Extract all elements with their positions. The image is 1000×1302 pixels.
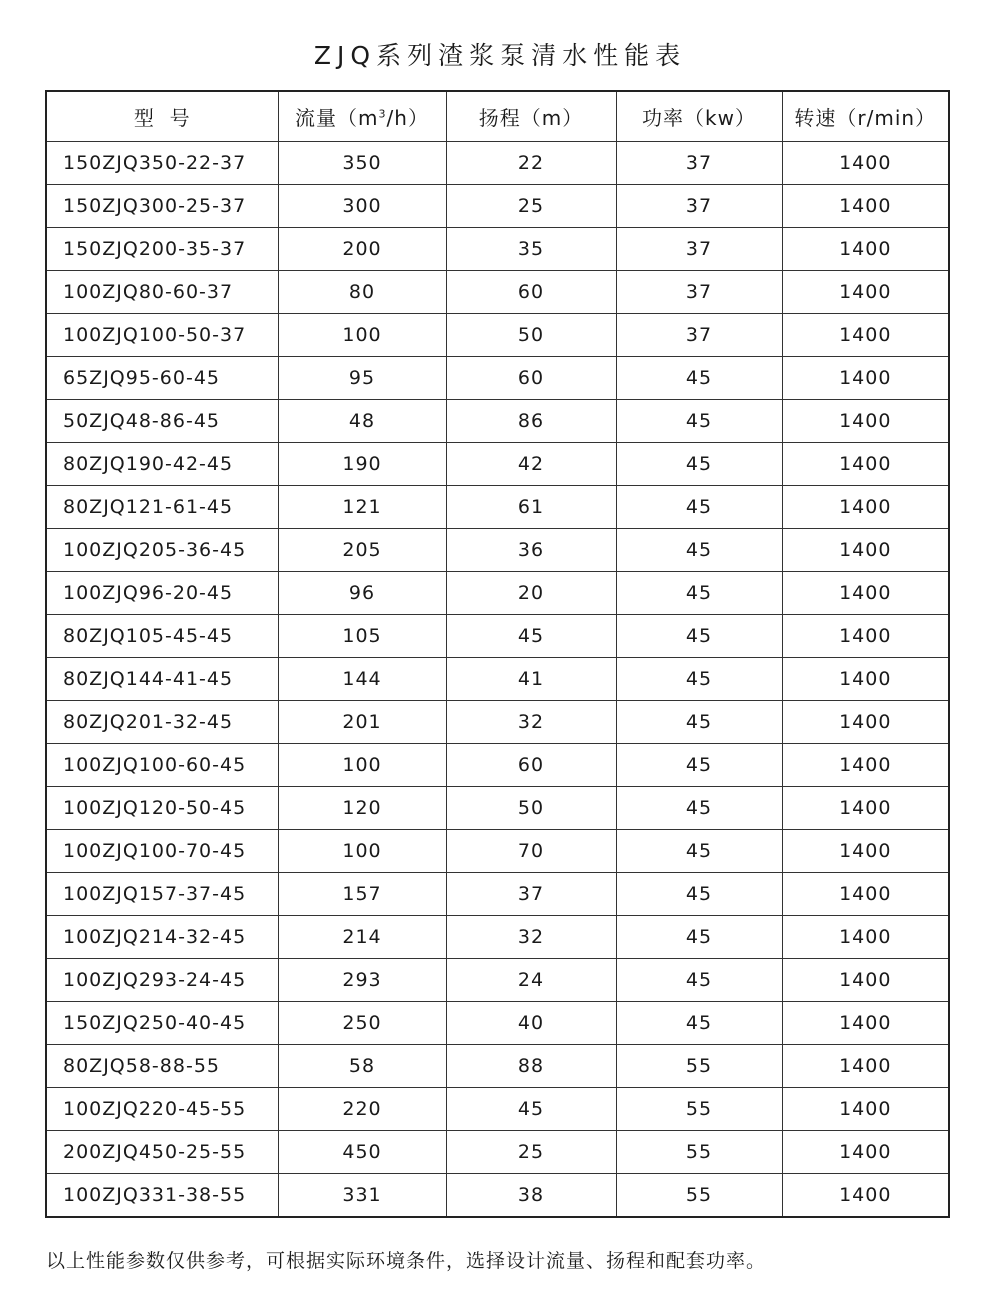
cell-power: 45 — [616, 572, 782, 615]
cell-power: 45 — [616, 443, 782, 486]
header-head — [446, 91, 616, 142]
cell-flow: 450 — [278, 1131, 446, 1174]
table-row — [46, 228, 949, 271]
cell-head: 70 — [446, 830, 616, 873]
cell-speed: 1400 — [782, 701, 949, 744]
cell-power: 37 — [616, 185, 782, 228]
cell-model: 100ZJQ220-45-55 — [46, 1088, 278, 1131]
cell-model: 100ZJQ100-70-45 — [46, 830, 278, 873]
header-flow-label — [295, 106, 429, 130]
cell-power: 45 — [616, 529, 782, 572]
cell-flow: 144 — [278, 658, 446, 701]
cell-power: 45 — [616, 873, 782, 916]
header-power — [616, 91, 782, 142]
cell-head: 20 — [446, 572, 616, 615]
cell-speed: 1400 — [782, 787, 949, 830]
cell-power: 45 — [616, 959, 782, 1002]
cell-flow: 95 — [278, 357, 446, 400]
cell-flow: 205 — [278, 529, 446, 572]
cell-model: 100ZJQ100-60-45 — [46, 744, 278, 787]
cell-model: 100ZJQ293-24-45 — [46, 959, 278, 1002]
cell-model: 200ZJQ450-25-55 — [46, 1131, 278, 1174]
cell-head: 50 — [446, 787, 616, 830]
header-flow — [278, 91, 446, 142]
table-header-row — [46, 91, 949, 142]
cell-power: 45 — [616, 615, 782, 658]
cell-speed: 1400 — [782, 443, 949, 486]
cell-flow: 100 — [278, 314, 446, 357]
table-row — [46, 873, 949, 916]
cell-head: 41 — [446, 658, 616, 701]
table-row — [46, 916, 949, 959]
cell-speed: 1400 — [782, 271, 949, 314]
page-title: ZJQ系列渣浆泵清水性能表 — [313, 41, 687, 70]
cell-speed: 1400 — [782, 400, 949, 443]
header-flow-sup: 3 — [378, 107, 387, 121]
cell-speed: 1400 — [782, 185, 949, 228]
cell-model: 80ZJQ58-88-55 — [46, 1045, 278, 1088]
cell-speed: 1400 — [782, 916, 949, 959]
cell-speed: 1400 — [782, 1131, 949, 1174]
cell-head: 45 — [446, 615, 616, 658]
cell-head: 32 — [446, 701, 616, 744]
cell-model: 150ZJQ350-22-37 — [46, 142, 278, 185]
cell-speed: 1400 — [782, 744, 949, 787]
table-body — [46, 142, 949, 1218]
cell-speed: 1400 — [782, 572, 949, 615]
cell-model: 100ZJQ214-32-45 — [46, 916, 278, 959]
cell-power: 55 — [616, 1088, 782, 1131]
cell-head: 50 — [446, 314, 616, 357]
cell-head: 42 — [446, 443, 616, 486]
cell-power: 55 — [616, 1131, 782, 1174]
cell-speed: 1400 — [782, 529, 949, 572]
cell-power: 45 — [616, 744, 782, 787]
table-row — [46, 1131, 949, 1174]
cell-speed: 1400 — [782, 228, 949, 271]
cell-power: 45 — [616, 701, 782, 744]
cell-power: 37 — [616, 271, 782, 314]
cell-flow: 80 — [278, 271, 446, 314]
table-row — [46, 357, 949, 400]
cell-speed: 1400 — [782, 830, 949, 873]
cell-head: 60 — [446, 357, 616, 400]
cell-model: 100ZJQ205-36-45 — [46, 529, 278, 572]
cell-speed: 1400 — [782, 615, 949, 658]
cell-speed: 1400 — [782, 658, 949, 701]
cell-model: 80ZJQ190-42-45 — [46, 443, 278, 486]
cell-power: 45 — [616, 658, 782, 701]
table-row — [46, 486, 949, 529]
cell-model: 65ZJQ95-60-45 — [46, 357, 278, 400]
cell-speed: 1400 — [782, 314, 949, 357]
cell-speed: 1400 — [782, 959, 949, 1002]
table-row — [46, 1045, 949, 1088]
header-speed-label: 转速（r/min） — [794, 106, 937, 130]
cell-head: 61 — [446, 486, 616, 529]
table-row — [46, 701, 949, 744]
cell-flow: 293 — [278, 959, 446, 1002]
cell-head: 60 — [446, 744, 616, 787]
cell-head: 60 — [446, 271, 616, 314]
cell-head: 25 — [446, 185, 616, 228]
cell-flow: 190 — [278, 443, 446, 486]
cell-model: 150ZJQ200-35-37 — [46, 228, 278, 271]
cell-model: 100ZJQ80-60-37 — [46, 271, 278, 314]
header-head-label: 扬程（m） — [478, 106, 584, 130]
cell-flow: 300 — [278, 185, 446, 228]
cell-flow: 121 — [278, 486, 446, 529]
header-speed — [782, 91, 949, 142]
cell-flow: 200 — [278, 228, 446, 271]
header-power-label: 功率（kw） — [642, 106, 756, 130]
table-row — [46, 830, 949, 873]
cell-flow: 120 — [278, 787, 446, 830]
table-row — [46, 1002, 949, 1045]
table-row — [46, 1088, 949, 1131]
cell-power: 45 — [616, 830, 782, 873]
cell-power: 55 — [616, 1045, 782, 1088]
cell-flow: 201 — [278, 701, 446, 744]
cell-speed: 1400 — [782, 1174, 949, 1218]
header-model — [46, 91, 278, 142]
cell-speed: 1400 — [782, 142, 949, 185]
cell-flow: 214 — [278, 916, 446, 959]
cell-model: 100ZJQ157-37-45 — [46, 873, 278, 916]
table-row — [46, 443, 949, 486]
cell-model: 100ZJQ120-50-45 — [46, 787, 278, 830]
cell-head: 36 — [446, 529, 616, 572]
table-row — [46, 142, 949, 185]
cell-head: 22 — [446, 142, 616, 185]
cell-speed: 1400 — [782, 357, 949, 400]
table-row — [46, 615, 949, 658]
table-row — [46, 959, 949, 1002]
footnote: 以上性能参数仅供参考，可根据实际环境条件，选择设计流量、扬程和配套功率。 — [46, 1250, 767, 1272]
cell-model: 150ZJQ250-40-45 — [46, 1002, 278, 1045]
cell-head: 45 — [446, 1088, 616, 1131]
table-row — [46, 185, 949, 228]
table-row — [46, 400, 949, 443]
table-row — [46, 658, 949, 701]
cell-model: 100ZJQ331-38-55 — [46, 1174, 278, 1218]
cell-head: 32 — [446, 916, 616, 959]
cell-power: 37 — [616, 142, 782, 185]
cell-model: 100ZJQ96-20-45 — [46, 572, 278, 615]
cell-power: 45 — [616, 1002, 782, 1045]
cell-flow: 100 — [278, 744, 446, 787]
cell-speed: 1400 — [782, 486, 949, 529]
cell-flow: 350 — [278, 142, 446, 185]
performance-table — [45, 90, 950, 1218]
cell-power: 45 — [616, 916, 782, 959]
cell-power: 45 — [616, 357, 782, 400]
cell-model: 80ZJQ201-32-45 — [46, 701, 278, 744]
cell-head: 35 — [446, 228, 616, 271]
header-model-label: 型 号 — [133, 106, 191, 130]
table-row — [46, 271, 949, 314]
cell-power: 55 — [616, 1174, 782, 1218]
cell-speed: 1400 — [782, 873, 949, 916]
cell-head: 37 — [446, 873, 616, 916]
table-row — [46, 529, 949, 572]
cell-flow: 157 — [278, 873, 446, 916]
table-row — [46, 572, 949, 615]
cell-power: 37 — [616, 314, 782, 357]
cell-model: 80ZJQ105-45-45 — [46, 615, 278, 658]
cell-flow: 331 — [278, 1174, 446, 1218]
cell-flow: 96 — [278, 572, 446, 615]
cell-head: 38 — [446, 1174, 616, 1218]
cell-speed: 1400 — [782, 1088, 949, 1131]
cell-flow: 58 — [278, 1045, 446, 1088]
table-row — [46, 314, 949, 357]
header-flow-prefix: 流量（m — [295, 106, 379, 130]
table-row — [46, 787, 949, 830]
cell-speed: 1400 — [782, 1002, 949, 1045]
cell-head: 88 — [446, 1045, 616, 1088]
cell-model: 80ZJQ144-41-45 — [46, 658, 278, 701]
cell-power: 45 — [616, 400, 782, 443]
cell-speed: 1400 — [782, 1045, 949, 1088]
cell-model: 80ZJQ121-61-45 — [46, 486, 278, 529]
cell-head: 24 — [446, 959, 616, 1002]
cell-power: 45 — [616, 486, 782, 529]
cell-power: 37 — [616, 228, 782, 271]
cell-model: 50ZJQ48-86-45 — [46, 400, 278, 443]
cell-flow: 250 — [278, 1002, 446, 1045]
cell-head: 25 — [446, 1131, 616, 1174]
cell-flow: 105 — [278, 615, 446, 658]
cell-model: 150ZJQ300-25-37 — [46, 185, 278, 228]
cell-flow: 220 — [278, 1088, 446, 1131]
table-row — [46, 744, 949, 787]
cell-model: 100ZJQ100-50-37 — [46, 314, 278, 357]
header-flow-suffix: /h） — [386, 106, 429, 130]
cell-power: 45 — [616, 787, 782, 830]
table-row — [46, 1174, 949, 1218]
cell-head: 40 — [446, 1002, 616, 1045]
cell-flow: 100 — [278, 830, 446, 873]
cell-head: 86 — [446, 400, 616, 443]
cell-flow: 48 — [278, 400, 446, 443]
